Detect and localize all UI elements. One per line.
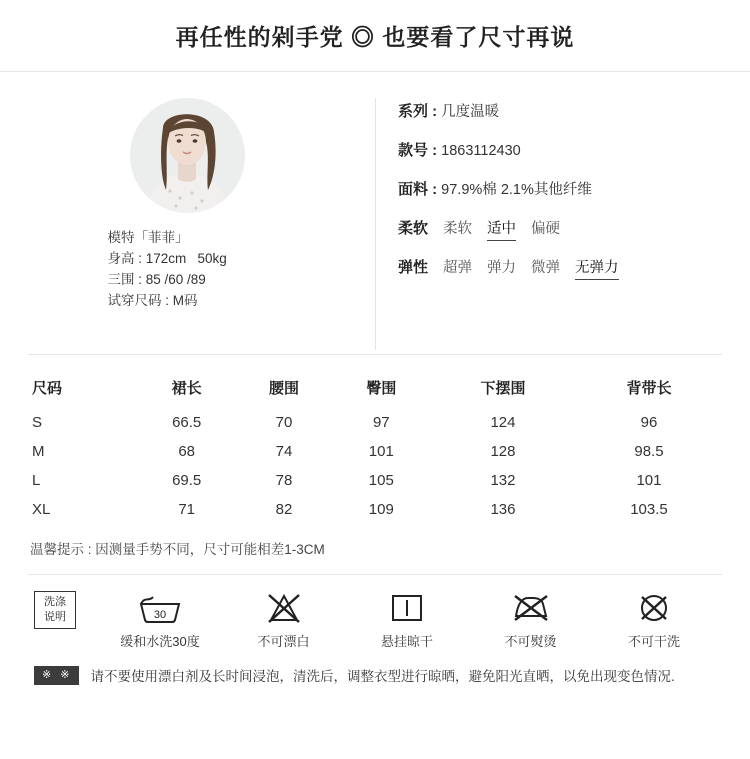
col-header-waist: 腰围 xyxy=(268,380,299,397)
model-info xyxy=(108,227,268,311)
cell-hip: 109 xyxy=(368,501,394,518)
wash-tub-30-icon xyxy=(137,591,183,625)
col-header-hem: 下摆围 xyxy=(480,380,526,397)
table-row xyxy=(28,437,722,466)
cell-waist: 70 xyxy=(275,414,293,431)
care-label: 缓和水洗30度 xyxy=(120,634,200,649)
model-measurements: 三围 : 85 /60 /89 xyxy=(107,272,206,287)
cell-strap-length: 96 xyxy=(640,414,658,431)
style-value: 1863112430 xyxy=(441,143,521,159)
style-label: 款号 : xyxy=(398,142,438,159)
care-label: 悬挂晾干 xyxy=(380,634,433,649)
model-name: 模特「菲菲」 xyxy=(107,230,189,245)
hang-dry-icon xyxy=(384,591,430,625)
note-mark: ※ ※ xyxy=(34,666,79,685)
cell-skirt-length: 71 xyxy=(178,501,195,518)
spec-column xyxy=(375,98,750,350)
size-table-wrap xyxy=(0,355,750,524)
page-header xyxy=(0,0,750,72)
spec-row-elasticity xyxy=(398,256,750,295)
softness-label: 柔软 xyxy=(398,220,429,237)
note-text: 请不要使用漂白剂及长时间浸泡，清洗后，调整衣型进行晾晒，避免阳光直晒，以免出现变色情况. xyxy=(90,669,675,684)
page-title: 再任性的剁手党 ◎ 也要看了尺寸再说 xyxy=(175,24,575,50)
col-header-strap-length: 背带长 xyxy=(626,380,672,397)
care-label: 不可熨烫 xyxy=(504,634,557,649)
table-row xyxy=(28,408,722,437)
spec-row-fabric xyxy=(398,178,750,217)
care-item-wash xyxy=(100,591,220,650)
care-instructions xyxy=(0,575,750,650)
cell-waist: 82 xyxy=(275,501,293,518)
cell-size: L xyxy=(32,472,41,489)
measurement-tip: 温馨提示 : 因测量手势不同，尺寸可能相差1-3CM xyxy=(30,542,325,557)
elasticity-option-super[interactable]: 超弹 xyxy=(443,260,473,276)
care-label: 不可漂白 xyxy=(257,634,310,649)
cell-hem: 124 xyxy=(490,414,516,431)
elasticity-option-none[interactable]: 无弹力 xyxy=(575,256,619,280)
care-label: 不可干洗 xyxy=(627,634,680,649)
care-item-no-iron xyxy=(471,591,591,650)
col-header-skirt-length: 裙长 xyxy=(171,380,202,397)
table-header-row xyxy=(28,371,722,408)
table-row xyxy=(28,495,722,524)
cell-hem: 132 xyxy=(490,472,516,489)
table-row xyxy=(28,466,722,495)
cell-size: S xyxy=(32,414,43,431)
care-item-no-bleach xyxy=(224,591,344,650)
spec-row-style xyxy=(398,139,750,178)
col-header-size: 尺码 xyxy=(32,380,63,397)
care-badge-line1: 洗涤 xyxy=(44,596,66,608)
cell-hip: 101 xyxy=(368,443,394,460)
cell-hip: 105 xyxy=(368,472,394,489)
softness-option-firm[interactable]: 偏硬 xyxy=(531,221,561,237)
size-table xyxy=(28,371,722,524)
elasticity-options xyxy=(428,256,619,280)
fabric-label: 面料 : xyxy=(398,181,438,198)
cell-strap-length: 98.5 xyxy=(634,443,664,460)
elasticity-option-stretch[interactable]: 弹力 xyxy=(487,260,517,276)
softness-option-soft[interactable]: 柔软 xyxy=(443,221,473,237)
series-label: 系列 : xyxy=(398,103,438,120)
softness-options xyxy=(428,217,560,241)
cell-size: XL xyxy=(32,501,51,518)
care-note xyxy=(0,650,750,688)
cell-strap-length: 103.5 xyxy=(630,501,668,518)
cell-size: M xyxy=(32,443,45,460)
cell-hip: 97 xyxy=(372,414,390,431)
no-dry-clean-icon xyxy=(631,591,677,625)
col-header-hip: 臀围 xyxy=(366,380,397,397)
care-items xyxy=(100,591,720,650)
softness-option-medium[interactable]: 适中 xyxy=(487,217,516,241)
cell-waist: 78 xyxy=(275,472,293,489)
cell-strap-length: 101 xyxy=(636,472,662,489)
care-badge-line2: 说明 xyxy=(44,611,66,623)
no-bleach-icon xyxy=(261,591,307,625)
model-try-size: 试穿尺码 : M码 xyxy=(107,293,198,308)
svg-text:30: 30 xyxy=(153,609,167,621)
avatar xyxy=(130,98,245,213)
cell-waist: 74 xyxy=(275,443,293,460)
care-item-no-dry-clean xyxy=(594,591,714,650)
series-value: 几度温暖 xyxy=(441,104,500,120)
model-photo-icon xyxy=(130,98,245,213)
cell-skirt-length: 68 xyxy=(178,443,195,460)
top-section xyxy=(0,72,750,350)
cell-hem: 136 xyxy=(490,501,516,518)
cell-hem: 128 xyxy=(490,443,516,460)
cell-skirt-length: 69.5 xyxy=(172,472,202,489)
spec-row-series xyxy=(398,100,750,139)
elasticity-option-slight[interactable]: 微弹 xyxy=(531,260,561,276)
model-height-weight: 身高 : 172cm 50kg xyxy=(107,251,227,266)
model-column xyxy=(0,98,375,350)
no-iron-icon xyxy=(508,591,554,625)
care-item-hang-dry xyxy=(347,591,467,650)
fabric-value: 97.9%棉 2.1%其他纤维 xyxy=(441,182,592,198)
spec-row-softness xyxy=(398,217,750,256)
elasticity-label: 弹性 xyxy=(398,259,429,276)
cell-skirt-length: 66.5 xyxy=(172,414,202,431)
care-badge xyxy=(34,591,76,629)
